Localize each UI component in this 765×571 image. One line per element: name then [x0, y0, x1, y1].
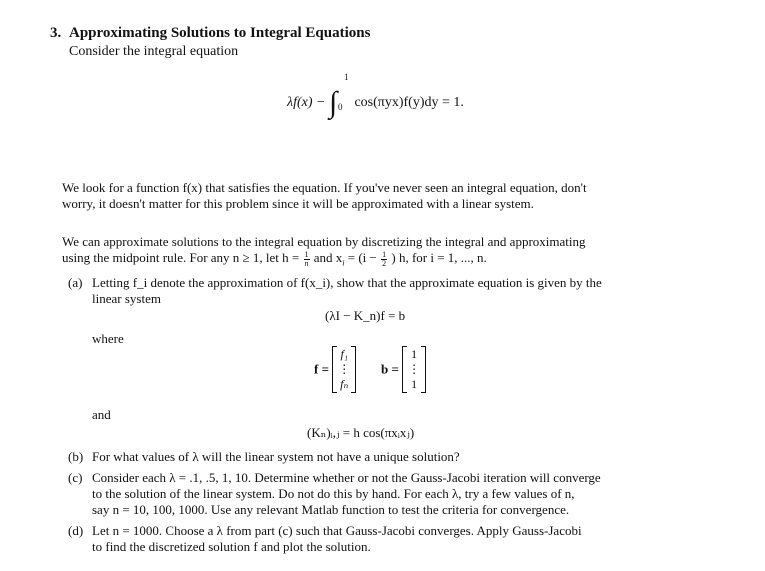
and-label: and [92, 407, 111, 422]
paragraph-1-line-1: We look for a function f(x) that satisfies the equation. If you've never seen an integral equation, don't [62, 180, 587, 195]
part-c-line-3: say n = 10, 100, 1000. Use any relevant Matlab function to test the criteria for convergence. [92, 502, 570, 517]
half-fraction [381, 251, 387, 268]
integral-lower-limit: 0 [337, 102, 343, 112]
midpoint-text-a: using the midpoint rule. For any n ≥ 1, let h = [62, 250, 300, 265]
b-vector-middle: ⋮ [408, 362, 421, 376]
half-den: 2 [382, 258, 387, 268]
main-equation [287, 72, 464, 119]
f-vector-name: f = [314, 361, 329, 377]
midpoint-text-c: = (i − [347, 250, 377, 265]
b-vector-bottom: 1 [411, 377, 418, 391]
equation-lhs: λf(x) − [287, 95, 326, 110]
part-d-line-1: Let n = 1000. Choose a λ from part (c) such that Gauss-Jacobi converges. Apply Gauss-Jacobi [92, 523, 582, 538]
problem-number: 3. [50, 25, 62, 41]
b-vector-top: 1 [411, 347, 418, 361]
part-c-line-1: Consider each λ = .1, .5, 1, 10. Determine whether or not the Gauss-Jacobi iteration will converge [92, 470, 601, 485]
h-frac-num: 1 [304, 249, 309, 259]
x-subscript: i [342, 258, 345, 268]
integral-upper-limit: 1 [343, 72, 349, 82]
h-fraction [304, 251, 310, 268]
half-num: 1 [382, 249, 387, 259]
midpoint-text-b: and x [313, 250, 343, 265]
integral-symbol-icon: ∫ [328, 86, 338, 119]
paragraph-1-line-2: worry, it doesn't matter for this problem since it will be approximated with a linear system. [62, 196, 534, 211]
midpoint-text-d: ) h, for i = 1, ..., n. [391, 250, 487, 265]
paragraph-2-line-2 [62, 250, 487, 272]
problem-title: Approximating Solutions to Integral Equations [69, 25, 371, 41]
part-c-label: (c) [68, 470, 83, 485]
part-a-line-2: linear system [92, 291, 161, 306]
part-a-label: (a) [68, 275, 83, 290]
part-b-label: (b) [68, 449, 84, 464]
b-vector-matrix [402, 346, 426, 393]
f-vector-top: f₁ [340, 347, 348, 361]
part-d-line-2: to find the discretized solution f and plot the solution. [92, 539, 371, 554]
integral-sign [328, 72, 351, 119]
linear-system-equation: (λI − K_n)f = b [325, 308, 406, 323]
part-c-line-2: to the solution of the linear system. Do not do this by hand. For each λ, try a few values of n, [92, 486, 575, 501]
b-vector-name: b = [381, 361, 399, 377]
f-vector-bottom: fₙ [340, 377, 349, 391]
f-vector-middle: ⋮ [338, 362, 351, 376]
f-vector-matrix [332, 346, 356, 393]
part-b-line-1: For what values of λ will the linear system not have a unique solution? [92, 449, 460, 464]
problem-intro: Consider the integral equation [69, 44, 239, 59]
equation-integrand: cos(πyx)f(y)dy = 1. [354, 95, 464, 110]
part-a-line-1: Letting f_i denote the approximation of f(x_i), show that the approximate equation is given by the [92, 275, 602, 290]
f-vector [314, 346, 356, 393]
where-label: where [92, 331, 124, 346]
paragraph-2-line-1: We can approximate solutions to the integral equation by discretizing the integral and approximating [62, 234, 586, 249]
part-d-label: (d) [68, 523, 84, 538]
h-frac-den: n [304, 258, 309, 268]
kernel-equation: (Kₙ)ᵢ,ⱼ = h cos(πxᵢxⱼ) [307, 425, 415, 440]
b-vector [381, 346, 426, 393]
